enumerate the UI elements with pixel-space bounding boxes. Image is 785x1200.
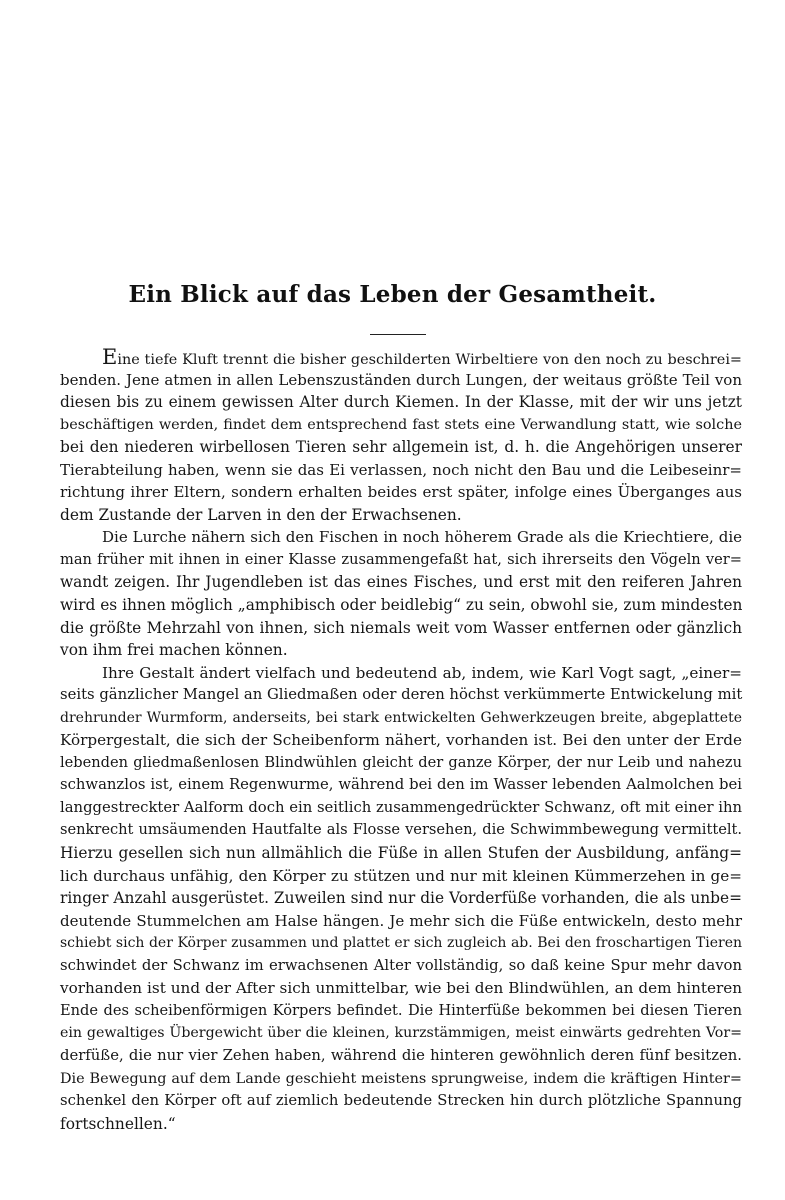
text-line: wird es ihnen möglich „amphibisch oder beidlebig“ zu sein, obwohl sie, zum mindesten — [60, 596, 743, 615]
text-line: vorhanden ist und der After sich unmittelbar, wie bei den Blindwühlen, an dem hinteren — [60, 979, 742, 998]
text-line: Tierabteilung haben, wenn sie das Ei verlassen, noch nicht den Bau und die Leibeseinr= — [60, 460, 742, 479]
text-line: schenkel den Körper oft auf ziemlich bedeutende Strecken hin durch plötzliche Spannung — [60, 1092, 742, 1110]
text-line: Körpergestalt, die sich der Scheibenform nähert, vorhanden ist. Bei den unter der Erde — [60, 731, 742, 750]
text-line: schwanzlos ist, einem Regenwurme, während bei den im Wasser lebenden Aalmolchen bei — [60, 776, 742, 794]
text-line: Die Bewegung auf dem Lande geschieht meistens sprungweise, indem die kräftigen Hinter= — [60, 1070, 742, 1087]
text-line: man früher mit ihnen in einer Klasse zusammengefaßt hat, sich ihrerseits den Vögeln ver= — [60, 550, 742, 568]
chapter-title: Ein Blick auf das Leben der Gesamtheit. — [128, 281, 657, 308]
text-line: Ihre Gestalt ändert vielfach und bedeutend ab, indem, wie Karl Vogt sagt, „einer= — [102, 663, 742, 682]
text-line: bei den niederen wirbellosen Tieren sehr allgemein ist, d. h. die Angehörigen unserer — [60, 438, 742, 457]
text-line: drehrunder Wurmform, anderseits, bei stark entwickelten Gehwerkzeugen breite, abgeplattete — [60, 709, 742, 726]
text-line: diesen bis zu einem gewissen Alter durch Kiemen. In der Klasse, mit der wir uns jetzt — [60, 393, 742, 412]
title-divider — [370, 334, 426, 335]
text-line: fortschnellen.“ — [60, 1114, 176, 1133]
text-line: beschäftigen werden, findet dem entsprechend fast stets eine Verwandlung statt, wie solche — [60, 416, 742, 433]
text-line: lebenden gliedmaßenlosen Blindwühlen gleicht der ganze Körper, der nur Leib und nahezu — [60, 753, 742, 771]
text-line: senkrecht umsäumenden Hautfalte als Flosse versehen, die Schwimmbewegung vermittelt. — [60, 821, 742, 839]
text-line: Ende des scheibenförmigen Körpers befindet. Die Hinterfüße bekommen bei diesen Tieren — [60, 1001, 742, 1019]
text-line: derfüße, die nur vier Zehen haben, während die hinteren gewöhnlich deren fünf besitzen. — [60, 1046, 742, 1064]
text-line: schwindet der Schwanz im erwachsenen Alter vollständig, so daß keine Spur mehr davon — [60, 956, 742, 974]
text-line: ein gewaltiges Übergewicht über die kleinen, kurzstämmigen, meist einwärts gedrehten Vor= — [60, 1025, 742, 1042]
text-line: Hierzu gesellen sich nun allmählich die Füße in allen Stufen der Ausbildung, anfäng= — [60, 844, 742, 863]
text-line: dem Zustande der Larven in den der Erwachsenen. — [60, 505, 462, 524]
text-line: deutende Stummelchen am Halse hängen. Je mehr sich die Füße entwickeln, desto mehr — [60, 911, 742, 930]
text-line: Die Lurche nähern sich den Fischen in noch höherem Grade als die Kriechtiere, die — [102, 528, 742, 547]
paragraph — [60, 346, 742, 526]
text-line: die größte Mehrzahl von ihnen, sich niemals weit vom Wasser entfernen oder gänzlich — [60, 618, 742, 637]
text-line: wandt zeigen. Ihr Jugendleben ist das eines Fisches, und erst mit den reiferen Jahren — [60, 573, 742, 592]
text-line: Eine tiefe Kluft trennt die bisher geschilderten Wirbeltiere von den noch zu beschrei= — [102, 345, 742, 369]
text-line: ringer Anzahl ausgerüstet. Zuweilen sind nur die Vorderfüße vorhanden, die als unbe= — [60, 889, 742, 908]
text-line: benden. Jene atmen in allen Lebenszuständen durch Lungen, der weitaus größte Teil von — [60, 370, 742, 389]
paragraph — [60, 662, 742, 1135]
text-line: lich durchaus unfähig, den Körper zu stützen und nur mit kleinen Kümmerzehen in ge= — [60, 866, 742, 885]
text-line: richtung ihrer Eltern, sondern erhalten beides erst später, infolge eines Überganges aus — [60, 483, 742, 502]
text-line: schiebt sich der Körper zusammen und plattet er sich zugleich ab. Bei den froschartigen Tieren — [60, 935, 742, 952]
paragraph — [60, 526, 742, 661]
text-line: seits gänzlicher Mangel an Gliedmaßen oder deren höchst verkümmerte Entwickelung mit — [60, 686, 743, 704]
body-text — [60, 346, 742, 1135]
text-line: langgestreckter Aalform doch ein seitlich zusammengedrückter Schwanz, oft mit einer ihn — [60, 798, 743, 816]
text-line: von ihm frei machen können. — [60, 641, 288, 660]
